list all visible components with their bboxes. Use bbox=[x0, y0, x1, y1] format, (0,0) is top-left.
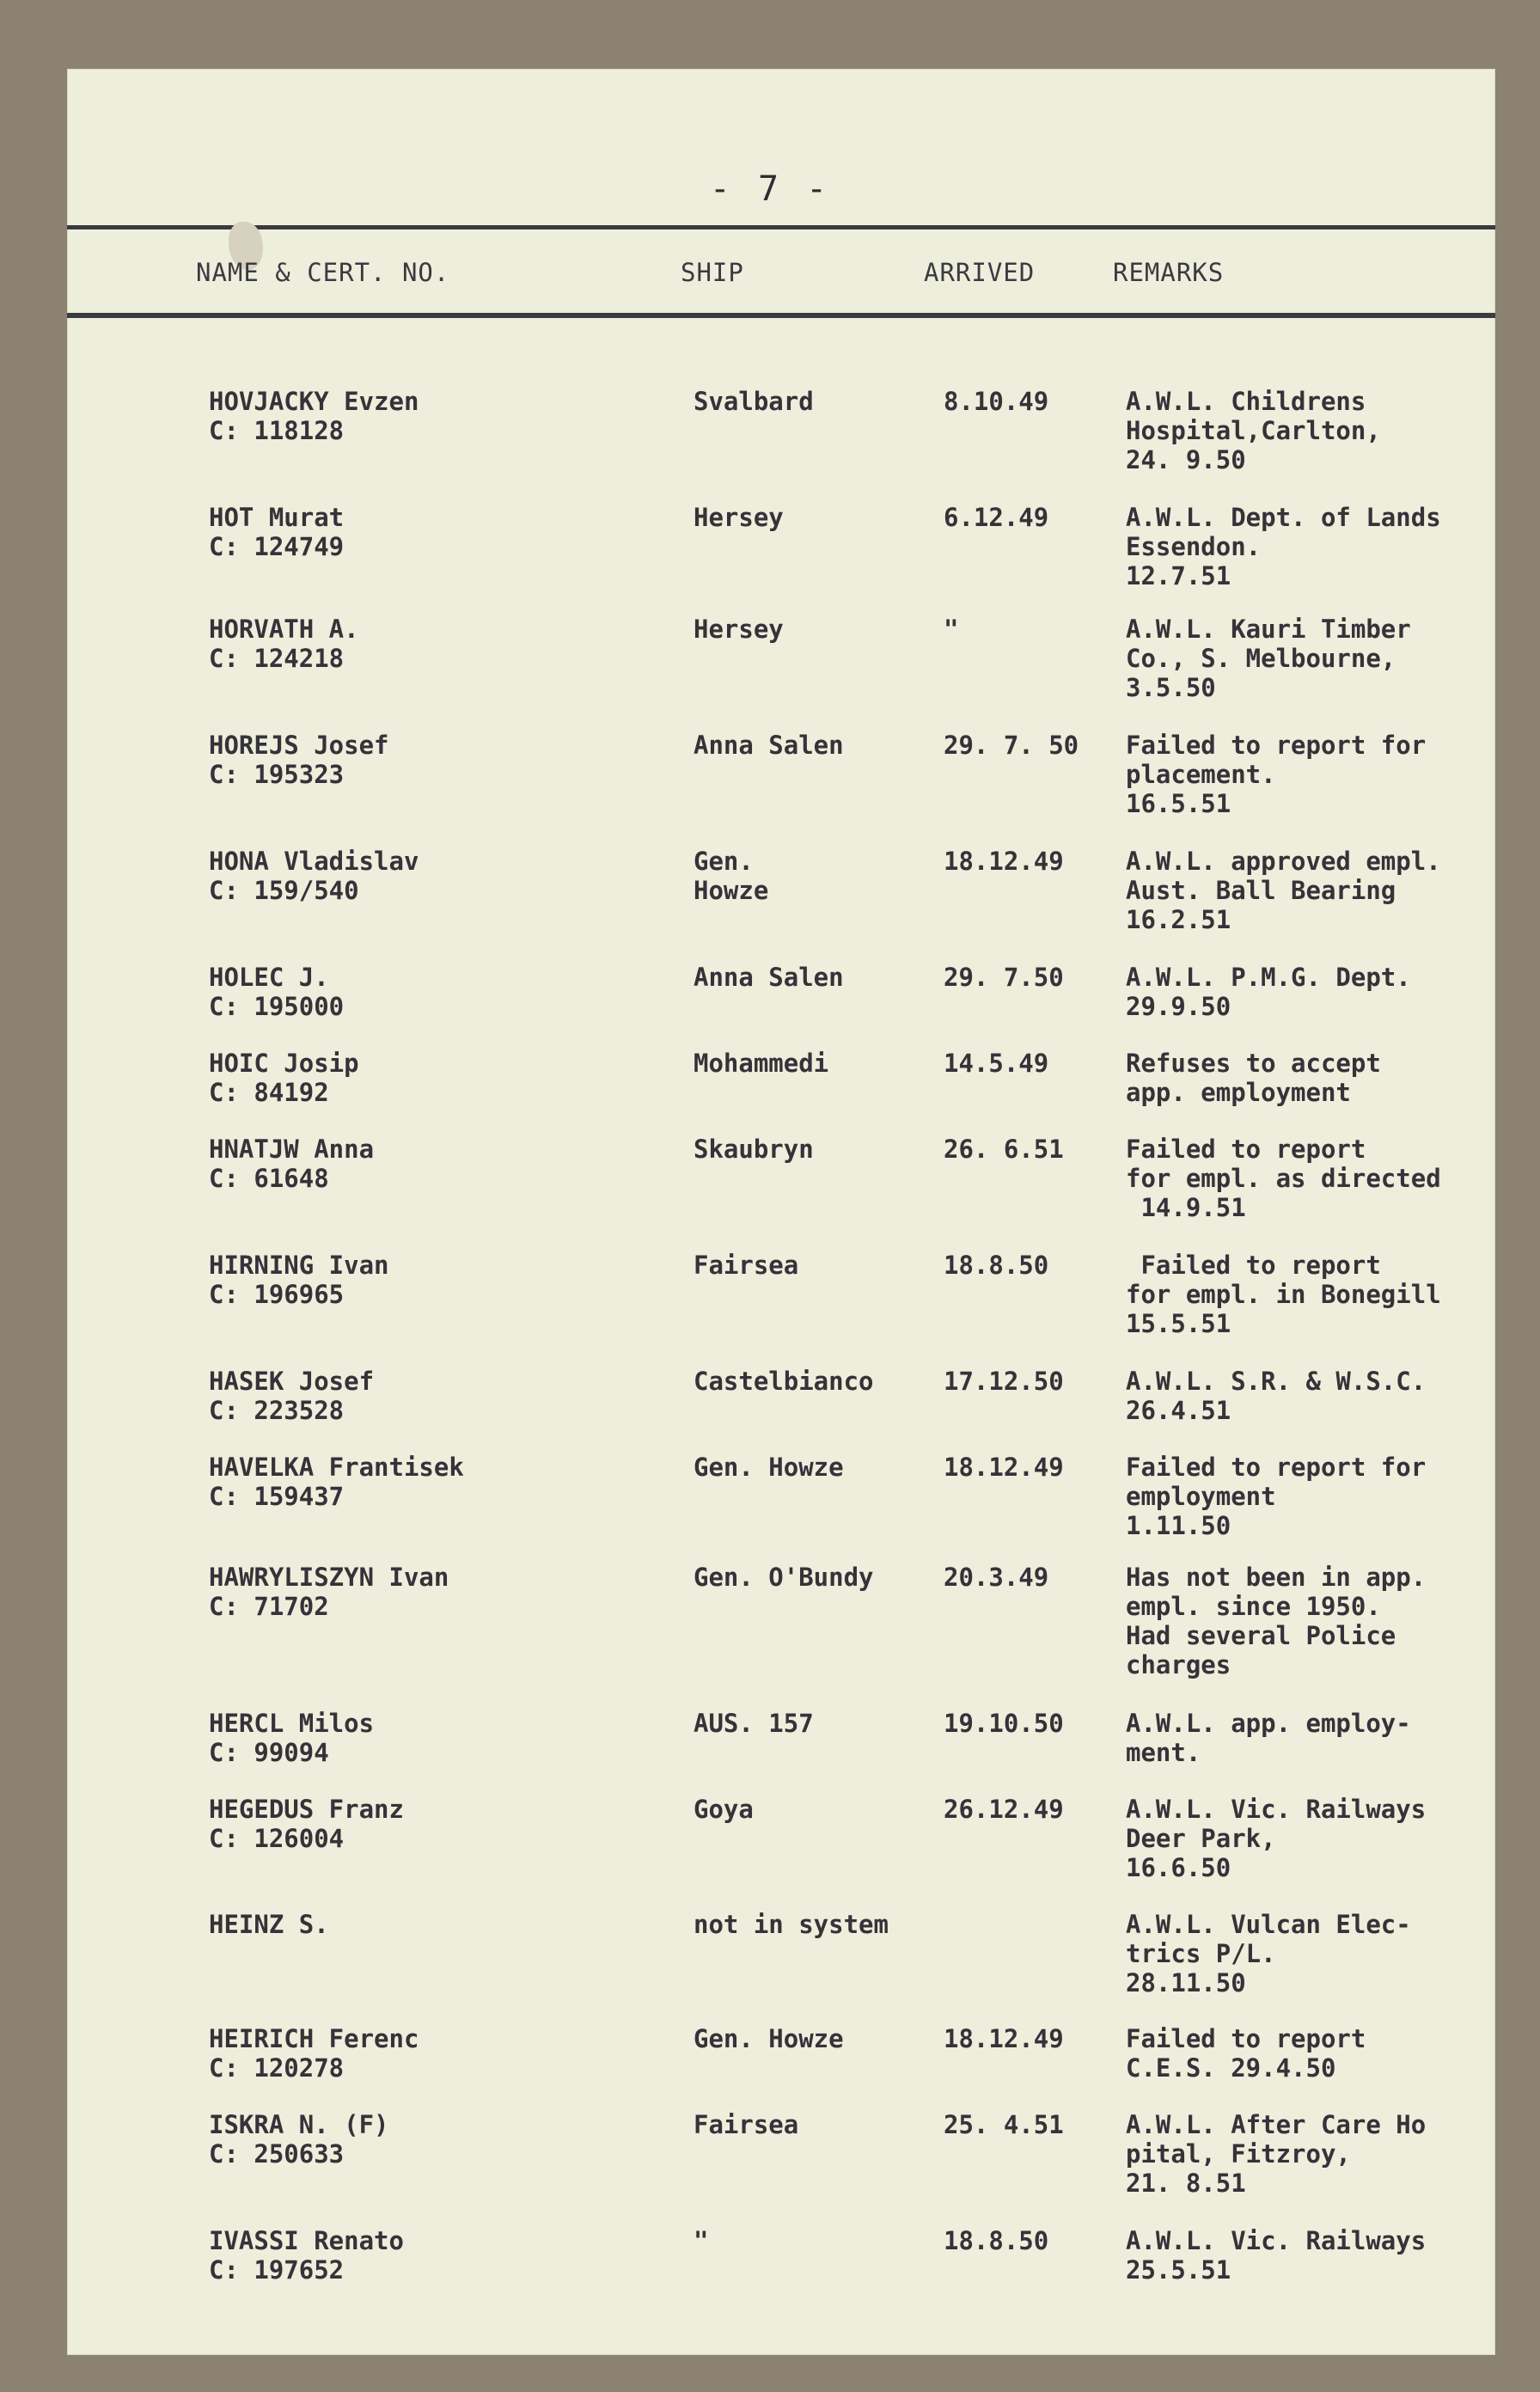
ship-name: Hersey bbox=[694, 615, 784, 644]
cert-number: C: 124749 bbox=[209, 532, 345, 561]
arrival-date: 8.10.49 bbox=[944, 387, 1049, 416]
remark-line: A.W.L. After Care Ho bbox=[1126, 2110, 1427, 2139]
ship-name: " bbox=[694, 2226, 709, 2255]
column-header-arrived: ARRIVED bbox=[924, 258, 1036, 287]
ship-name: Fairsea bbox=[694, 2110, 799, 2139]
column-header-name: NAME & CERT. NO. bbox=[196, 258, 450, 287]
arrival-date: 29. 7. 50 bbox=[944, 731, 1079, 760]
remark-line: Co., S. Melbourne, bbox=[1126, 644, 1396, 673]
remark-line: Failed to report bbox=[1126, 2024, 1366, 2053]
person-name: HONA Vladislav bbox=[209, 847, 419, 876]
arrival-date: 19.10.50 bbox=[944, 1709, 1064, 1738]
person-name: HOVJACKY Evzen bbox=[209, 387, 419, 416]
person-name: HOT Murat bbox=[209, 503, 345, 532]
header-top-rule bbox=[67, 225, 1495, 229]
cert-number: C: 196965 bbox=[209, 1280, 345, 1309]
person-name: HEIRICH Ferenc bbox=[209, 2024, 419, 2053]
remark-line: Had several Police bbox=[1126, 1621, 1396, 1650]
remark-line: A.W.L. Kauri Timber bbox=[1126, 615, 1411, 644]
remark-line: Failed to report bbox=[1126, 1251, 1381, 1280]
person-name: HNATJW Anna bbox=[209, 1135, 375, 1164]
arrival-date: 17.12.50 bbox=[944, 1367, 1064, 1396]
ship-name: Gen. Howze bbox=[694, 1453, 844, 1482]
remark-line: Failed to report bbox=[1126, 1135, 1366, 1164]
cert-number: C: 124218 bbox=[209, 644, 345, 673]
remark-line: trics P/L. bbox=[1126, 1939, 1276, 1968]
cert-number: C: 71702 bbox=[209, 1592, 329, 1621]
ship-name: Goya bbox=[694, 1795, 754, 1824]
remark-line: A.W.L. P.M.G. Dept. bbox=[1126, 963, 1411, 992]
arrival-date: " bbox=[944, 615, 959, 644]
person-name: HOIC Josip bbox=[209, 1049, 359, 1078]
remark-line: app. employment bbox=[1126, 1078, 1351, 1107]
person-name: HAVELKA Frantisek bbox=[209, 1453, 464, 1482]
cert-number: C: 159437 bbox=[209, 1482, 345, 1511]
arrival-date: 26.12.49 bbox=[944, 1795, 1064, 1824]
remark-line: C.E.S. 29.4.50 bbox=[1126, 2053, 1336, 2083]
remark-line: for empl. as directed bbox=[1126, 1164, 1441, 1193]
cert-number: C: 120278 bbox=[209, 2053, 345, 2083]
cert-number: C: 126004 bbox=[209, 1824, 345, 1853]
ship-name: Hersey bbox=[694, 503, 784, 532]
ship-name: Gen. Howze bbox=[694, 2024, 844, 2053]
remark-line: placement. bbox=[1126, 760, 1276, 789]
remark-line: Failed to report for bbox=[1126, 731, 1427, 760]
remark-line: 16.2.51 bbox=[1126, 905, 1231, 934]
cert-number: C: 197652 bbox=[209, 2255, 345, 2285]
person-name: HIRNING Ivan bbox=[209, 1251, 389, 1280]
remark-line: A.W.L. app. employ- bbox=[1126, 1709, 1411, 1738]
ship-name: Skaubryn bbox=[694, 1135, 814, 1164]
remark-line: 28.11.50 bbox=[1126, 1968, 1246, 1997]
cert-number: C: 84192 bbox=[209, 1078, 329, 1107]
remark-line: empl. since 1950. bbox=[1126, 1592, 1381, 1621]
remark-line: pital, Fitzroy, bbox=[1126, 2139, 1351, 2169]
cert-number: C: 61648 bbox=[209, 1164, 329, 1193]
remark-line: A.W.L. Vic. Railways bbox=[1126, 1795, 1427, 1824]
person-name: HAWRYLISZYN Ivan bbox=[209, 1563, 449, 1592]
cert-number: C: 159/540 bbox=[209, 876, 359, 905]
arrival-date: 18.12.49 bbox=[944, 2024, 1064, 2053]
remark-line: for empl. in Bonegill bbox=[1126, 1280, 1441, 1309]
remark-line: 1.11.50 bbox=[1126, 1511, 1231, 1540]
remark-line: 15.5.51 bbox=[1126, 1309, 1231, 1338]
column-header-ship: SHIP bbox=[681, 258, 744, 287]
remark-line: A.W.L. Vic. Railways bbox=[1126, 2226, 1427, 2255]
ship-name: Gen. bbox=[694, 847, 754, 876]
person-name: HORVATH A. bbox=[209, 615, 359, 644]
arrival-date: 20.3.49 bbox=[944, 1563, 1049, 1592]
remark-line: Has not been in app. bbox=[1126, 1563, 1427, 1592]
cert-number: C: 250633 bbox=[209, 2139, 345, 2169]
page-number: - 7 - bbox=[709, 169, 831, 209]
remark-line: A.W.L. approved empl. bbox=[1126, 847, 1441, 876]
remark-line: 16.6.50 bbox=[1126, 1853, 1231, 1882]
ship-name: Castelbianco bbox=[694, 1367, 874, 1396]
person-name: HASEK Josef bbox=[209, 1367, 375, 1396]
remark-line: A.W.L. Vulcan Elec- bbox=[1126, 1910, 1411, 1939]
person-name: HERCL Milos bbox=[209, 1709, 375, 1738]
person-name: HEGEDUS Franz bbox=[209, 1795, 404, 1824]
ship-name: Howze bbox=[694, 876, 769, 905]
arrival-date: 29. 7.50 bbox=[944, 963, 1064, 992]
arrival-date: 18.12.49 bbox=[944, 1453, 1064, 1482]
ship-name: Mohammedi bbox=[694, 1049, 829, 1078]
remark-line: 21. 8.51 bbox=[1126, 2169, 1246, 2198]
remark-line: 25.5.51 bbox=[1126, 2255, 1231, 2285]
arrival-date: 25. 4.51 bbox=[944, 2110, 1064, 2139]
ship-name: Fairsea bbox=[694, 1251, 799, 1280]
arrival-date: 6.12.49 bbox=[944, 503, 1049, 532]
person-name: HOREJS Josef bbox=[209, 731, 389, 760]
person-name: ISKRA N. (F) bbox=[209, 2110, 389, 2139]
cert-number: C: 99094 bbox=[209, 1738, 329, 1767]
remark-line: Essendon. bbox=[1126, 532, 1262, 561]
remark-line: 24. 9.50 bbox=[1126, 445, 1246, 474]
remark-line: 14.9.51 bbox=[1126, 1193, 1246, 1222]
remark-line: Deer Park, bbox=[1126, 1824, 1276, 1853]
ship-name: Anna Salen bbox=[694, 731, 844, 760]
remark-line: 3.5.50 bbox=[1126, 673, 1216, 702]
person-name: HEINZ S. bbox=[209, 1910, 329, 1939]
header-bottom-rule bbox=[67, 313, 1495, 318]
arrival-date: 18.8.50 bbox=[944, 2226, 1049, 2255]
remark-line: A.W.L. Dept. of Lands bbox=[1126, 503, 1441, 532]
remark-line: A.W.L. S.R. & W.S.C. bbox=[1126, 1367, 1427, 1396]
arrival-date: 26. 6.51 bbox=[944, 1135, 1064, 1164]
remark-line: charges bbox=[1126, 1650, 1231, 1679]
remark-line: Hospital,Carlton, bbox=[1126, 416, 1381, 445]
ship-name: Gen. O'Bundy bbox=[694, 1563, 874, 1592]
ship-name: not in system bbox=[694, 1910, 889, 1939]
remark-line: A.W.L. Childrens bbox=[1126, 387, 1366, 416]
ship-name: Svalbard bbox=[694, 387, 814, 416]
remark-line: 29.9.50 bbox=[1126, 992, 1231, 1021]
remark-line: Refuses to accept bbox=[1126, 1049, 1381, 1078]
remark-line: 26.4.51 bbox=[1126, 1396, 1231, 1425]
remark-line: Aust. Ball Bearing bbox=[1126, 876, 1396, 905]
remark-line: 16.5.51 bbox=[1126, 789, 1231, 818]
column-header-remarks: REMARKS bbox=[1113, 258, 1225, 287]
ship-name: AUS. 157 bbox=[694, 1709, 814, 1738]
cert-number: C: 195323 bbox=[209, 760, 345, 789]
remark-line: 12.7.51 bbox=[1126, 561, 1231, 590]
remark-line: employment bbox=[1126, 1482, 1276, 1511]
person-name: HOLEC J. bbox=[209, 963, 329, 992]
person-name: IVASSI Renato bbox=[209, 2226, 404, 2255]
arrival-date: 18.12.49 bbox=[944, 847, 1064, 876]
arrival-date: 18.8.50 bbox=[944, 1251, 1049, 1280]
remark-line: Failed to report for bbox=[1126, 1453, 1427, 1482]
cert-number: C: 195000 bbox=[209, 992, 345, 1021]
arrival-date: 14.5.49 bbox=[944, 1049, 1049, 1078]
ship-name: Anna Salen bbox=[694, 963, 844, 992]
remark-line: ment. bbox=[1126, 1738, 1201, 1767]
cert-number: C: 223528 bbox=[209, 1396, 345, 1425]
cert-number: C: 118128 bbox=[209, 416, 345, 445]
